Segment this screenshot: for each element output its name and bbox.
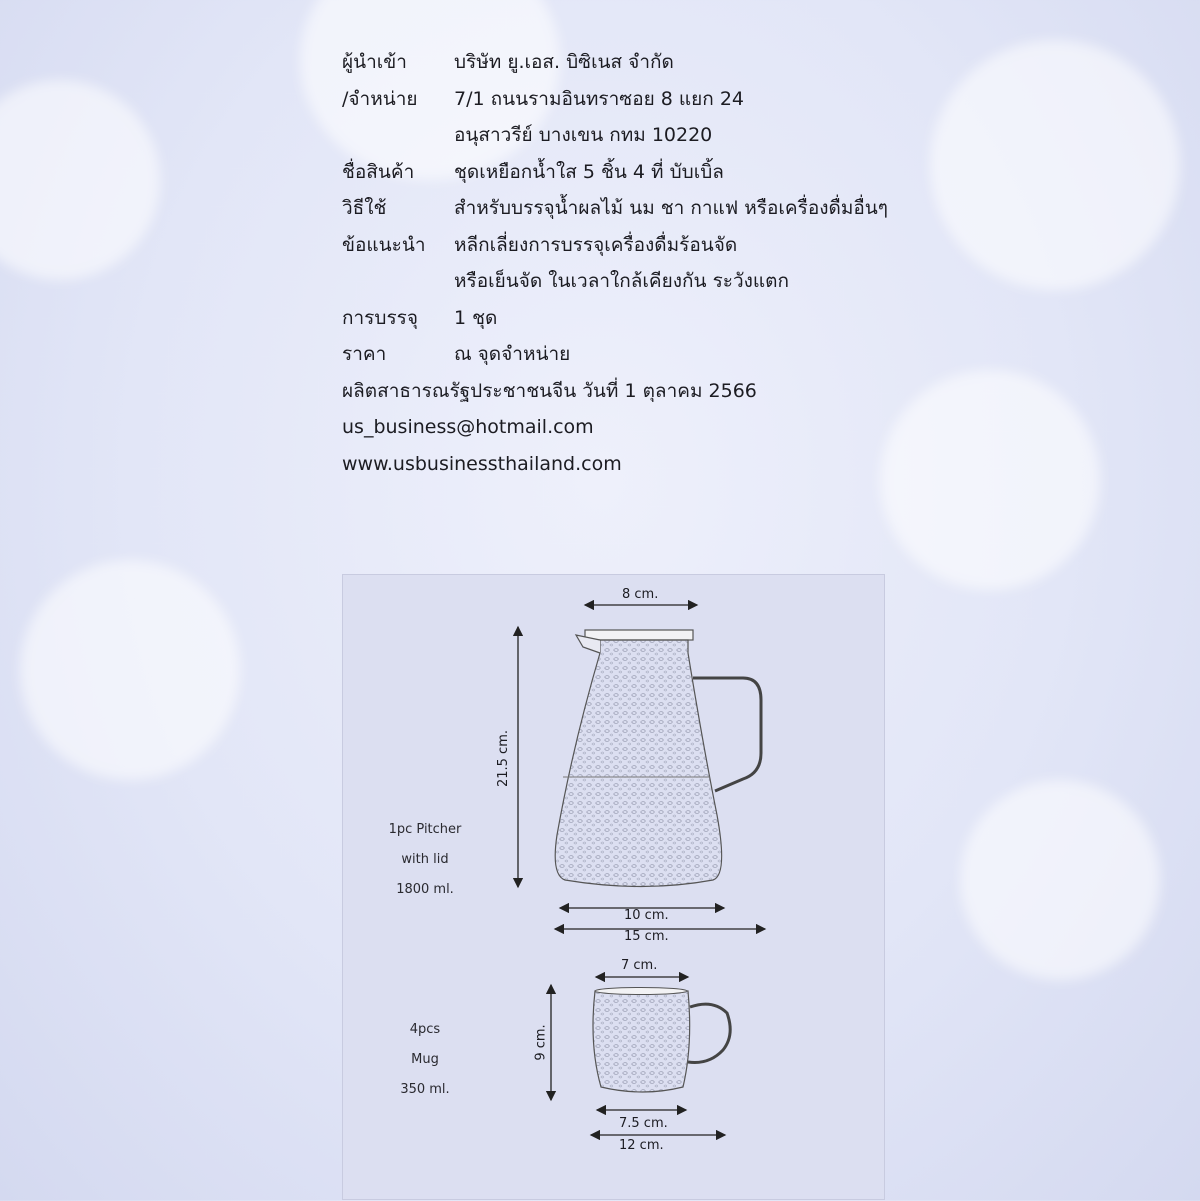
usage-label: วิธีใช้	[342, 197, 387, 219]
address-line-1: 7/1 ถนนรามอินทราซอย 8 แยก 24	[454, 87, 745, 110]
advice-row-2	[342, 263, 1042, 300]
pitcher-height-value: 21.5 cm.	[496, 729, 512, 788]
importer-value: บริษัท ยู.เอส. บิซิเนส จำกัด	[454, 51, 674, 73]
advice-line-2: หรือเย็นจัด ในเวลาใกล้เคียงกัน ระวังแตก	[454, 270, 790, 292]
importer-label: ผู้นำเข้า	[342, 51, 407, 73]
usage-value: สำหรับบรรจุน้ำผลไม้ นม ชา กาแฟ หรือเครื่องดื่มอื่นๆ	[454, 197, 888, 219]
made-in-text: ผลิตสาธารณรัฐประชาชนจีน วันที่ 1 ตุลาคม 2566	[342, 379, 757, 402]
pitcher-drawing	[555, 630, 761, 887]
advice-line-1: หลีกเลี่ยงการบรรจุเครื่องดื่มร้อนจัด	[454, 233, 738, 256]
bokeh-light	[960, 780, 1160, 980]
mug-label-line-3: 350 ml.	[400, 1082, 450, 1097]
email-text: us_business@hotmail.com	[342, 416, 594, 438]
bokeh-light	[20, 560, 240, 780]
origin-row	[342, 373, 1042, 410]
price-label: ราคา	[342, 343, 387, 365]
pitcher-total-width-value: 15 cm.	[624, 929, 669, 944]
mug-handle	[688, 1004, 730, 1062]
bokeh-light	[0, 80, 160, 280]
advice-label: ข้อแนะนำ	[342, 233, 426, 256]
usage-row	[342, 190, 1042, 227]
mug-drawing	[593, 988, 730, 1093]
address-row	[342, 117, 1042, 154]
product-value: ชุดเหยือกน้ำใส 5 ชิ้น 4 ที่ บับเบิ้ล	[454, 160, 724, 183]
mug-body	[593, 991, 690, 1092]
distributor-label: /จำหน่าย	[342, 87, 418, 110]
product-label: ชื่อสินค้า	[342, 160, 415, 183]
mug-top-width-value: 7 cm.	[621, 958, 658, 973]
pitcher-label-line-2: with lid	[401, 852, 449, 867]
product-row	[342, 154, 1042, 191]
address-line-2: อนุสาวรีย์ บางเขน กทม 10220	[454, 124, 713, 146]
pitcher-top-width-value: 8 cm.	[622, 587, 659, 602]
email-row	[342, 409, 1042, 446]
price-row	[342, 336, 1042, 373]
packing-value: 1 ชุด	[454, 306, 498, 329]
pitcher-lid	[585, 630, 693, 640]
pitcher-label-line-3: 1800 ml.	[396, 882, 454, 897]
mug-label-line-2: Mug	[411, 1052, 439, 1067]
website-row	[342, 446, 1042, 483]
pitcher-label-line-1: 1pc Pitcher	[388, 822, 462, 837]
price-value: ณ จุดจำหน่าย	[454, 343, 571, 365]
mug-height-value: 9 cm.	[533, 1024, 549, 1061]
packing-row	[342, 300, 1042, 337]
website-text: www.usbusinessthailand.com	[342, 452, 622, 475]
advice-row	[342, 227, 1042, 264]
importer-row	[342, 44, 1042, 81]
pitcher-base-width-value: 10 cm.	[624, 908, 669, 923]
distributor-row	[342, 81, 1042, 118]
product-info	[342, 44, 1042, 482]
pitcher-label	[365, 815, 485, 905]
mug-label-line-1: 4pcs	[409, 1022, 441, 1037]
mug-base-width-value: 7.5 cm.	[619, 1116, 668, 1131]
packing-label: การบรรจุ	[342, 306, 418, 329]
mug-label	[365, 1015, 485, 1105]
mug-total-width-value: 12 cm.	[619, 1138, 664, 1153]
mug-rim	[595, 988, 687, 995]
dimension-diagram	[342, 574, 885, 1200]
